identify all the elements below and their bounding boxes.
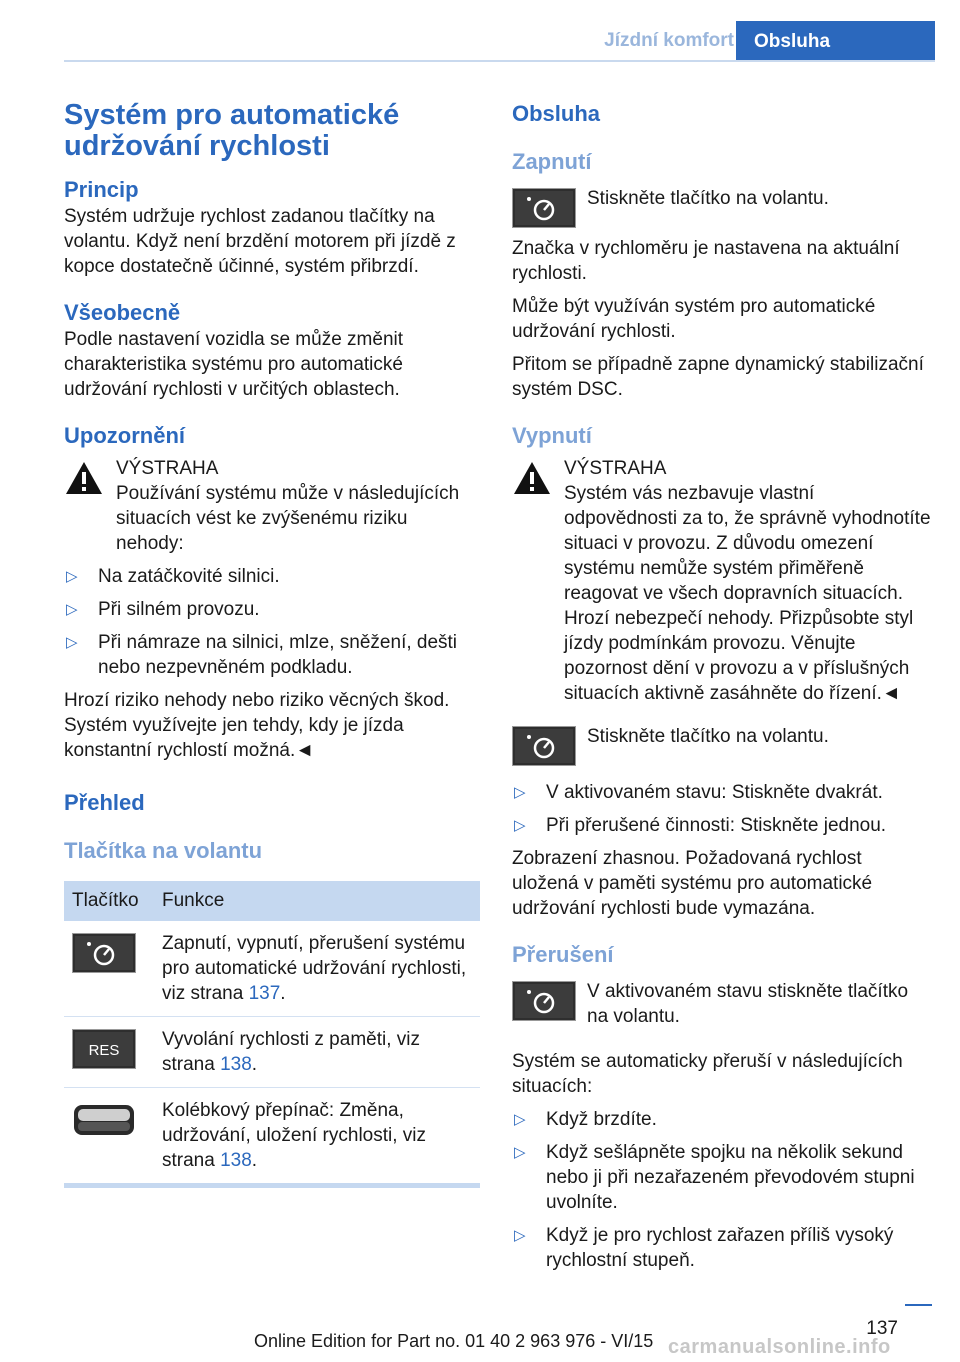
triangle-bullet-icon: ▷ bbox=[514, 1144, 526, 1161]
cruise-control-button-icon bbox=[512, 188, 576, 228]
list-item: ▷ Když sešlápněte spojku na několik sekund nebo ji při nezařazeném převodovém stupni uvolníte. bbox=[514, 1142, 915, 1213]
triangle-bullet-icon: ▷ bbox=[514, 817, 526, 834]
instruction-text: Stiskněte tlačítko na volantu. bbox=[587, 726, 829, 747]
right-column bbox=[512, 100, 932, 1281]
left-column bbox=[64, 100, 480, 1188]
page-number: 137 bbox=[866, 1318, 898, 1339]
instruction-row bbox=[512, 979, 932, 1029]
page-link[interactable]: 138 bbox=[220, 1054, 252, 1075]
zapnuti-text-2: Může být využíván systém pro automatické udržování rychlosti. bbox=[512, 296, 876, 342]
res-button-icon bbox=[72, 1029, 136, 1069]
list-item: ▷ Při přerušené činnosti: Stiskněte jednou. bbox=[514, 815, 887, 836]
heading-upozorneni: Upozornění bbox=[64, 423, 185, 448]
preruseni-text: Systém se automaticky přeruší v následujících situacích: bbox=[512, 1051, 903, 1097]
edition-text: Online Edition for Part no. 01 40 2 963 976 - VI/15 bbox=[254, 1331, 654, 1351]
warning-title: VÝSTRAHA bbox=[116, 458, 219, 479]
page-title: Systém pro automatické udržování rychlosti bbox=[64, 99, 400, 162]
table-row bbox=[64, 1088, 480, 1184]
svg-text:RES: RES bbox=[88, 1042, 120, 1059]
header-rule bbox=[64, 60, 935, 62]
zapnuti-text-3: Přitom se případně zapne dynamický stabilizační systém DSC. bbox=[512, 354, 924, 400]
warning-triangle-icon bbox=[64, 460, 104, 496]
heading-obsluha: Obsluha bbox=[512, 101, 601, 126]
page-header bbox=[0, 0, 960, 62]
deactivation-list bbox=[512, 780, 932, 838]
heading-vypnuti: Vypnutí bbox=[512, 423, 592, 448]
rocker-switch-icon bbox=[72, 1100, 136, 1140]
list-item: ▷ Při námraze na silnici, mlze, sněžení, dešti nebo nezpevněném podkladu. bbox=[66, 632, 458, 678]
function-text: Kolébkový přepínač: Změna, udržování, uložení rychlosti, viz strana 138. bbox=[162, 1100, 427, 1171]
instruction-row bbox=[512, 724, 932, 766]
princip-text: Systém udržuje rychlost zadanou tlačítky na volantu. Když není brzdění motorem při jízdě z kopce dostatečně účinné, systém přibrzdí. bbox=[64, 206, 456, 277]
chapter-tab[interactable]: Jízdní komfort bbox=[604, 30, 734, 51]
warning-block bbox=[512, 456, 932, 706]
heading-zapnuti: Zapnutí bbox=[512, 149, 592, 174]
vseobecne-text: Podle nastavení vozidla se může změnit charakteristika systému pro automatické udržování rychlosti v určitých oblastech. bbox=[64, 329, 404, 400]
triangle-bullet-icon: ▷ bbox=[66, 634, 78, 651]
table-bottom-rule bbox=[64, 1183, 480, 1188]
table-row bbox=[64, 1017, 480, 1088]
col-header-function: Funkce bbox=[154, 881, 480, 921]
situation-list bbox=[64, 564, 480, 680]
list-item: ▷ Když je pro rychlost zařazen příliš vysoký rychlostní stupeň. bbox=[514, 1225, 894, 1271]
vypnuti-after-text: Zobrazení zhasnou. Požadovaná rychlost uložená v paměti systému pro automatické udržování rychlosti bude vymazána. bbox=[512, 848, 873, 919]
warning-title: VÝSTRAHA bbox=[564, 458, 667, 479]
function-text: Vyvolání rychlosti z paměti, viz strana 138. bbox=[154, 1017, 480, 1088]
cruise-control-button-icon bbox=[72, 933, 136, 973]
warning-text: Používání systému může v následujících situacích vést ke zvýšenému riziku nehody: bbox=[116, 483, 460, 554]
heading-princip: Princip bbox=[64, 177, 139, 202]
triangle-bullet-icon: ▷ bbox=[514, 1227, 526, 1244]
watermark: carmanualsonline.info bbox=[668, 1336, 891, 1358]
heading-preruseni: Přerušení bbox=[512, 942, 614, 967]
heading-tlacitka: Tlačítka na volantu bbox=[64, 838, 263, 863]
cruise-control-button-icon bbox=[512, 981, 576, 1021]
zapnuti-text-1: Značka v rychloměru je nastavena na aktuální rychlosti. bbox=[512, 238, 900, 284]
heading-vseobecne: Všeobecně bbox=[64, 300, 181, 325]
section-tab[interactable]: Obsluha bbox=[736, 21, 935, 62]
instruction-text: Stiskněte tlačítko na volantu. bbox=[587, 188, 829, 209]
list-item: ▷ V aktivovaném stavu: Stiskněte dvakrát. bbox=[514, 782, 883, 803]
warning-after-text: Hrozí riziko nehody nebo riziko věcných škod. Systém využívejte jen tehdy, kdy je jízda konstantní rychlostí možná.◄ bbox=[64, 690, 450, 761]
button-function-table bbox=[64, 881, 480, 1183]
page-link[interactable]: 138 bbox=[220, 1150, 252, 1171]
heading-prehled: Přehled bbox=[64, 790, 145, 815]
triangle-bullet-icon: ▷ bbox=[66, 568, 78, 585]
warning-block bbox=[64, 456, 480, 556]
triangle-bullet-icon: ▷ bbox=[514, 1111, 526, 1128]
warning-text: Systém vás nezbavuje vlastní odpovědnosti za to, že správně vyhodnotíte situaci v provozu. Z důvodu omezení systému nemůže systém přiměřeně reagovat ve všech dopravních situacích. Hrozí nebezpečí nehody. Přizpůsobte styl jízdy podmínkám provozu. Věnujte pozornost dění v provozu a v příslušných situacích aktivně zasáhněte do řízení.◄ bbox=[564, 483, 931, 704]
warning-triangle-icon bbox=[512, 460, 552, 496]
interruption-list bbox=[512, 1107, 932, 1273]
col-header-button: Tlačítko bbox=[64, 881, 154, 921]
instruction-text: V aktivovaném stavu stiskněte tlačítko na volantu. bbox=[587, 981, 909, 1027]
list-item: ▷ Na zatáčkovité silnici. bbox=[66, 566, 280, 587]
page-link[interactable]: 137 bbox=[248, 983, 281, 1004]
cruise-control-button-icon bbox=[512, 726, 576, 766]
instruction-row bbox=[512, 186, 932, 228]
triangle-bullet-icon: ▷ bbox=[66, 601, 78, 618]
table-row bbox=[64, 921, 480, 1017]
list-item: ▷ Když brzdíte. bbox=[514, 1109, 657, 1130]
list-item: ▷ Při silném provozu. bbox=[66, 599, 260, 620]
function-text: Zapnutí, vypnutí, přerušení systému pro automatické udržování rychlosti, viz strana 137. bbox=[154, 921, 480, 1017]
footer-rule bbox=[905, 1304, 932, 1306]
triangle-bullet-icon: ▷ bbox=[514, 784, 526, 801]
